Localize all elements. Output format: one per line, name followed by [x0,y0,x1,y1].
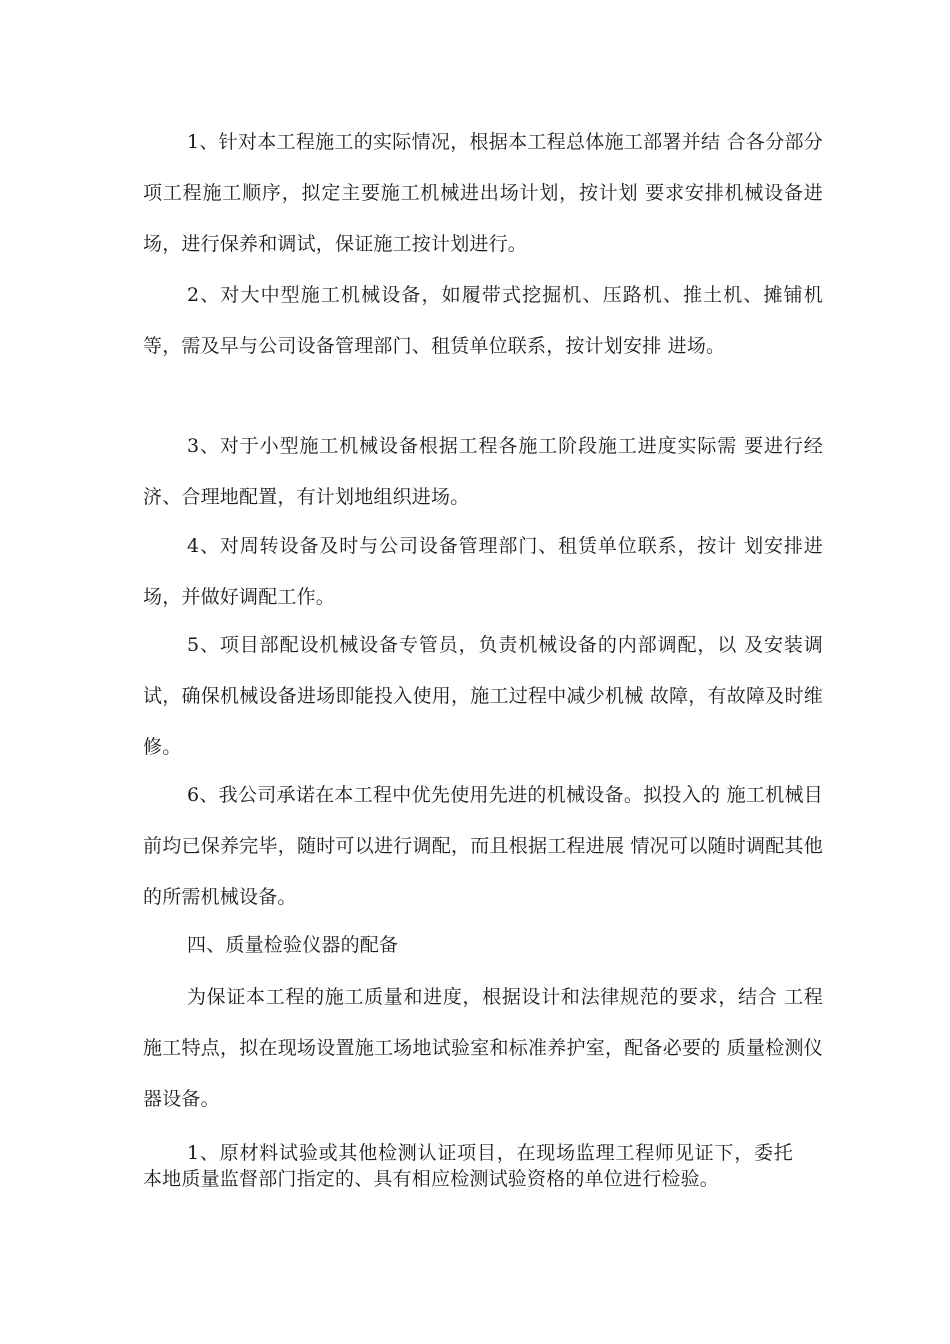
paragraph-5-equipment-manager: 5、项目部配设机械设备专管员，负责机械设备的内部调配，以 及安装调试，确保机械设备进场即能投入使用，施工过程中减少机械 故障，有故障及时维修。 [143,634,823,758]
paragraph-material-testing: 1、原材料试验或其他检测认证项目，在现场监理工程师见证下，委托本地质量监督部门指定的、具有相应检测试验资格的单位进行检验。 [143,1142,793,1190]
paragraph-2-large-equipment: 2、对大中型施工机械设备，如履带式挖掘机、压路机、推土机、摊铺机等，需及早与公司设备管理部门、租赁单位联系，按计划安排 进场。 [143,284,823,357]
paragraph-1-equipment-plan: 1、针对本工程施工的实际情况，根据本工程总体施工部署并结 合各分部分项工程施工顺序，拟定主要施工机械进出场计划，按计划 要求安排机械设备进场，进行保养和调试，保证施工按计划进行。 [143,131,823,255]
paragraph-quality-intro: 为保证本工程的施工质量和进度，根据设计和法律规范的要求，结合 工程施工特点，拟在现场设置施工场地试验室和标准养护室，配备必要的 质量检测仪器设备。 [143,986,823,1110]
paragraph-4-turnover-equipment: 4、对周转设备及时与公司设备管理部门、租赁单位联系，按计 划安排进场，并做好调配工作。 [143,535,823,608]
paragraph-6-advanced-equipment: 6、我公司承诺在本工程中优先使用先进的机械设备。拟投入的 施工机械目前均已保养完毕，随时可以进行调配，而且根据工程进展 情况可以随时调配其他的所需机械设备。 [143,784,823,908]
section-heading-quality-instruments: 四、质量检验仪器的配备 [187,934,399,956]
paragraph-3-small-equipment: 3、对于小型施工机械设备根据工程各施工阶段施工进度实际需 要进行经济、合理地配置，有计划地组织进场。 [143,435,823,508]
